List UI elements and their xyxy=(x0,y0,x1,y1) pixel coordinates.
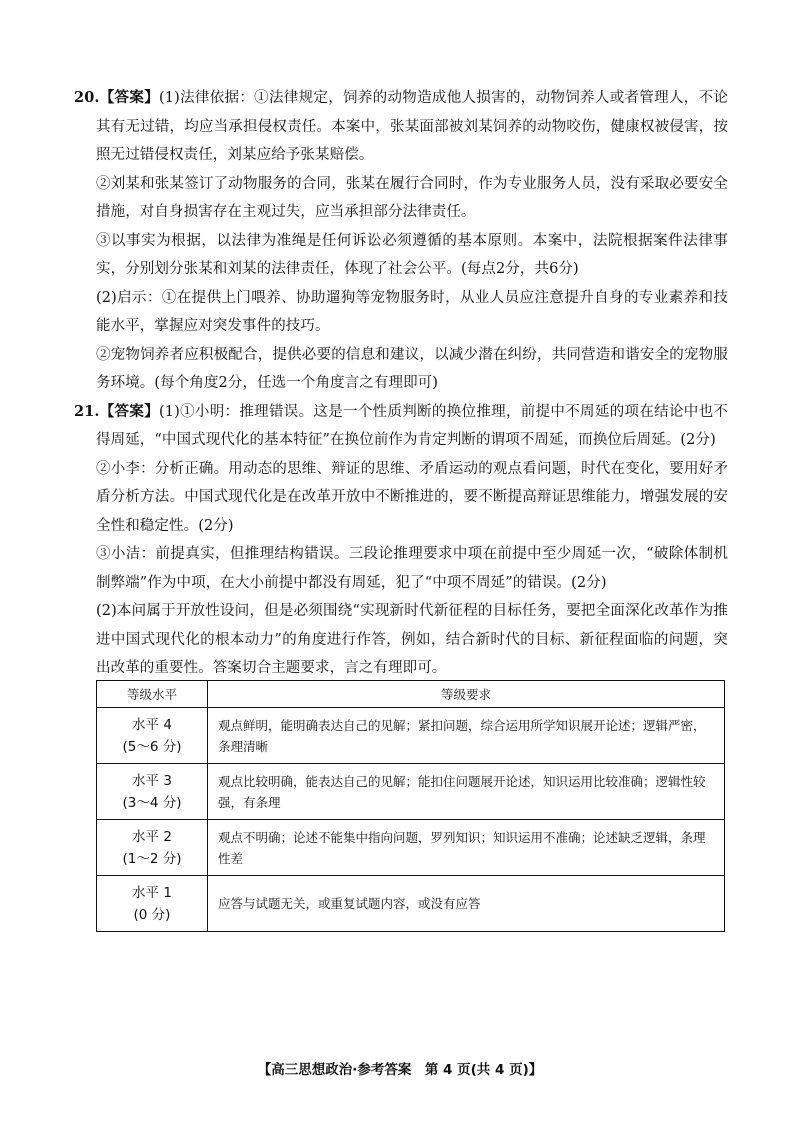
q21-para-3: ③小洁：前提真实，但推理结构错误。三段论推理要求中项在前提中至少周延一次，“破除体制机制弊端”作为中项，在大小前提中都没有周延，犯了“中项不周延”的错误。(2分) xyxy=(96,546,728,591)
scoring-table xyxy=(96,680,725,932)
level-cell xyxy=(97,876,208,932)
q20-para-4: (2)启示：①在提供上门喂养、协助遛狗等宠物服务时，从业人员应注意提升自身的专业素养和技能水平，掌握应对突发事件的技巧。 xyxy=(96,289,728,334)
level-name: 水平 4 xyxy=(132,716,172,733)
q21-number: 21. xyxy=(74,402,100,420)
table-row xyxy=(97,876,725,932)
q20-number: 20. xyxy=(74,89,100,106)
q21-para-4: (2)本问属于开放性设问，但是必须围绕“实现新时代新征程的目标任务，要把全面深化改革作为推进中国式现代化的根本动力”的角度进行作答，例如，结合新时代的目标、新征程面临的问题，突出改革的重要性。答案切合主题要求，言之有理即可。 xyxy=(96,603,728,676)
level-name: 水平 3 xyxy=(132,772,172,789)
level-name: 水平 1 xyxy=(132,884,172,901)
q20-p1-text: (1)法律依据：①法律规定，饲养的动物造成他人损害的，动物饲养人或者管理人，不论其有无过错，均应当承担侵权责任。本案中，张某面部被刘某饲养的动物咬伤，健康权被侵害，按照无过错侵权责任，刘某应给予张某赔偿。 xyxy=(96,90,728,163)
level-score: (0 分) xyxy=(133,906,171,923)
requirement-cell: 应答与试题无关，或重复试题内容，或没有应答 xyxy=(208,876,725,932)
requirement-cell: 观点鲜明，能明确表达自己的见解；紧扣问题，综合运用所学知识展开论述；逻辑严密，条理清晰 xyxy=(208,708,725,764)
q20-para-5: ②宠物饲养者应积极配合，提供必要的信息和建议，以减少潜在纠纷，共同营造和谐安全的宠物服务环境。(每个角度2分，任选一个角度言之有理即可) xyxy=(96,346,728,391)
level-cell xyxy=(97,764,208,820)
level-cell xyxy=(97,820,208,876)
level-name: 水平 2 xyxy=(132,828,172,845)
q20-para-1 xyxy=(74,84,728,170)
q21-answer-tag: 【答案】 xyxy=(99,402,160,420)
q20-para-3: ③以事实为根据，以法律为准绳是任何诉讼必须遵循的基本原则。本案中，法院根据案件法律事实，分别划分张某和刘某的法律责任，体现了社会公平。(每点2分，共6分) xyxy=(96,232,728,277)
q20-answer-tag: 【答案】 xyxy=(99,89,160,106)
q20-para-2: ②刘某和张某签订了动物服务的合同，张某在履行合同时，作为专业服务人员，没有采取必要安全措施，对自身损害存在主观过失，应当承担部分法律责任。 xyxy=(96,175,728,220)
header-level: 等级水平 xyxy=(97,681,208,708)
q21-para-1 xyxy=(74,398,728,455)
requirement-cell: 观点比较明确，能表达自己的见解；能扣住问题展开论述，知识运用比较准确；逻辑性较强，有条理 xyxy=(208,764,725,820)
table-row xyxy=(97,764,725,820)
requirement-cell: 观点不明确；论述不能集中指向问题，罗列知识；知识运用不准确；论述缺乏逻辑，条理性差 xyxy=(208,820,725,876)
scoring-table-header xyxy=(97,681,725,708)
answer-content xyxy=(74,84,728,683)
table-row xyxy=(97,820,725,876)
q21-p1-text: (1)①小明：推理错误。这是一个性质判断的换位推理，前提中不周延的项在结论中也不得周延，“中国式现代化的基本特征”在换位前作为肯定判断的谓项不周延，而换位后周延。(2分) xyxy=(96,403,728,448)
level-score: (5～6 分) xyxy=(122,738,182,755)
level-cell xyxy=(97,708,208,764)
level-score: (3～4 分) xyxy=(122,794,182,811)
page-footer: 【高三思想政治·参考答案 第 4 页(共 4 页)】 xyxy=(257,1062,543,1078)
q21-para-2: ②小李：分析正确。用动态的思维、辩证的思维、矛盾运动的观点看问题，时代在变化，要用好矛盾分析方法。中国式现代化是在改革开放中不断推进的，要不断提高辩证思维能力，增强发展的安全性和稳定性。(2分) xyxy=(96,460,728,534)
table-row xyxy=(97,708,725,764)
header-requirement: 等级要求 xyxy=(208,681,725,708)
level-score: (1～2 分) xyxy=(122,850,182,867)
